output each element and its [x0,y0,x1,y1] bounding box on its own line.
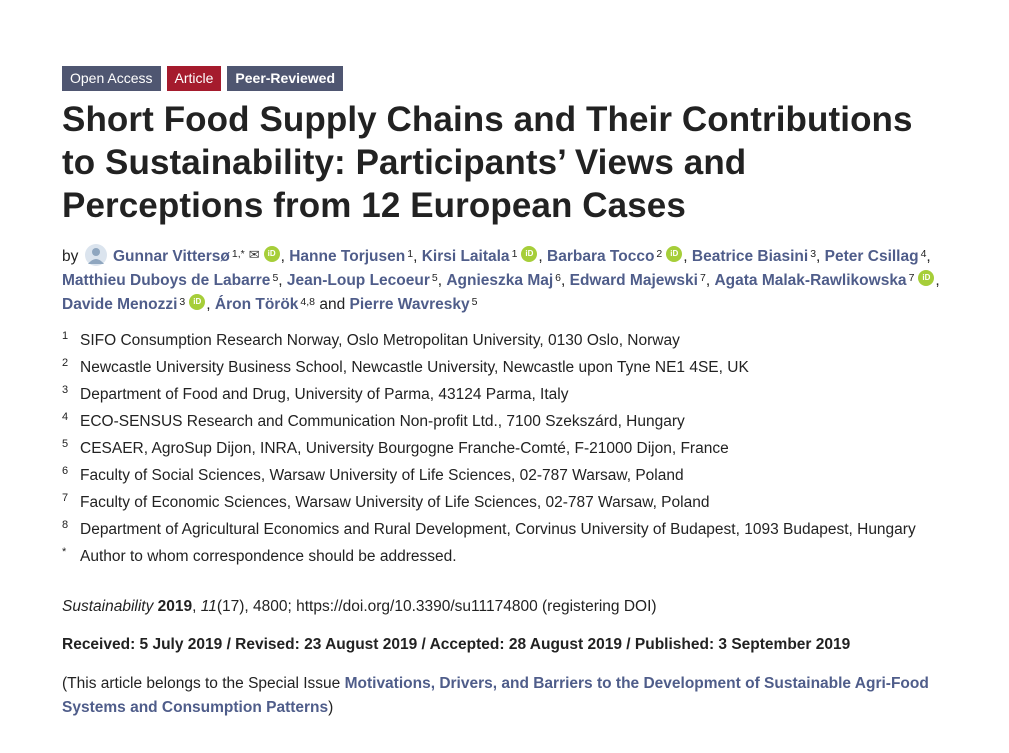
author-affiliation-ref: 4,8 [300,296,316,308]
affiliation-number: 8 [62,519,69,531]
affiliation-row [62,518,952,541]
author-link[interactable]: Peter Csillag [824,248,919,265]
author-link[interactable]: Agnieszka Maj [446,272,554,289]
author-link[interactable]: Pierre Wavresky [349,296,470,313]
special-issue-link[interactable]: Motivations, Drivers, and Barriers to the Development of Sustainable Agri-Food Systems and Consumption Patterns [62,675,929,716]
affiliation-row [62,383,952,406]
affiliation-row [62,329,952,352]
affiliation-text: Department of Food and Drug, University of Parma, 43124 Parma, Italy [80,386,569,403]
author-affiliation-ref: 1 [511,248,518,260]
affiliation-row [62,491,952,514]
orcid-icon[interactable]: iD [666,246,682,262]
author-list: by Gunnar Vittersø $^{1,*}$ ✉ iD , Hanne Torjusen $^1$, Kirsi Laitala $^1$ iD , Barbara Tocco $^2$ iD , Beatrice Biasini $^3$, Peter Csillag $^4$, Matthieu Duboys de Labarre $^5$, Jean-Loup Lecoeur $^5$, Agnieszka Maj $^6$, Edward Majewski $^7$, Agata Malak-Rawlikowska $^7$ iD , Davide Menozzi $^3$ iD , Áron Török $^{4,8}$ and Pierre Wavresky $^5$ [62,245,952,317]
peer-reviewed-badge[interactable]: Peer-Reviewed [227,66,343,91]
affiliation-number: * [62,546,67,558]
affiliation-number: 2 [62,357,69,369]
affiliation-text: ECO-SENSUS Research and Communication Non-profit Ltd., 7100 Szekszárd, Hungary [80,413,685,430]
author-link[interactable]: Agata Malak-Rawlikowska [714,272,907,289]
affiliation-text: Faculty of Economic Sciences, Warsaw University of Life Sciences, 02-787 Warsaw, Poland [80,494,710,511]
author-link[interactable]: Edward Majewski [569,272,698,289]
special-issue [62,672,952,720]
affiliation-row [62,437,952,460]
author-affiliation-ref: 3 [810,248,817,260]
publication-dates: Received: 5 July 2019 / Revised: 23 August 2019 / Accepted: 28 August 2019 / Published: 3 September 2019 [62,636,851,653]
author-affiliation-ref: 3 [179,296,186,308]
affiliation-text: CESAER, AgroSup Dijon, INRA, University Bourgogne Franche-Comté, F-21000 Dijon, France [80,440,729,457]
author-link[interactable]: Jean-Loup Lecoeur [286,272,430,289]
author-affiliation-ref: 1,* [231,248,245,260]
journal-name[interactable]: Sustainability [62,598,154,615]
orcid-icon[interactable]: iD [918,270,934,286]
affiliation-text: SIFO Consumption Research Norway, Oslo Metropolitan University, 0130 Oslo, Norway [80,332,680,349]
affiliation-number: 6 [62,465,69,477]
author-link[interactable]: Gunnar Vittersø [113,248,230,265]
author-link[interactable]: Davide Menozzi [62,296,178,313]
article-header [62,66,952,720]
author-link[interactable]: Beatrice Biasini [691,248,809,265]
affiliation-row [62,464,952,487]
author-link[interactable]: Hanne Torjusen [289,248,406,265]
article-title: Short Food Supply Chains and Their Contributions to Sustainability: Participants’ Views and Perceptions from 12 European Cases [62,100,913,225]
author-affiliation-ref: 7 [699,272,706,284]
author-affiliation-ref: 1 [407,248,414,260]
affiliation-text: Department of Agricultural Economics and Rural Development, Corvinus University of Budapest, 1093 Budapest, Hungary [80,521,916,538]
citation-year: 2019 [157,598,193,615]
affiliation-row [62,410,952,433]
affiliation-text: Author to whom correspondence should be addressed. [80,548,457,565]
author-affiliation-ref: 7 [908,272,915,284]
author-affiliation-ref: 5 [431,272,438,284]
affiliation-number: 4 [62,411,69,423]
author-affiliation-ref: 4 [920,248,927,260]
citation-volume: 11 [200,598,217,615]
author-link[interactable]: Áron Török [214,296,299,313]
author-affiliation-ref: 2 [656,248,663,260]
person-icon [85,244,107,266]
affiliations [62,329,952,568]
author-affiliation-ref: 6 [555,272,561,284]
citation: Sustainability 2019, 11(17), 4800; https://doi.org/10.3390/su11174800 (registering DOI) [62,598,657,615]
special-issue-prefix: (This article belongs to the Special Issue [62,675,345,692]
affiliation-row [62,356,952,379]
special-issue-suffix: ) [328,699,334,716]
orcid-icon[interactable]: iD [521,246,537,262]
email-icon[interactable]: ✉ [248,247,260,262]
and-label: and [319,296,346,313]
affiliation-number: 3 [62,384,69,396]
open-access-badge[interactable]: Open Access [62,66,161,91]
affiliation-text: Newcastle University Business School, Newcastle University, Newcastle upon Tyne NE1 4SE, UK [80,359,749,376]
author-affiliation-ref: 5 [272,272,279,284]
author-link[interactable]: Matthieu Duboys de Labarre [62,272,271,289]
affiliation-number: 1 [62,330,69,342]
orcid-icon[interactable]: iD [264,246,280,262]
article-badge[interactable]: Article [167,66,222,91]
author-affiliation-ref: 5 [471,296,478,308]
affiliation-text: Faculty of Social Sciences, Warsaw University of Life Sciences, 02-787 Warsaw, Poland [80,467,684,484]
author-link[interactable]: Kirsi Laitala [421,248,510,265]
affiliation-number: 7 [62,492,69,504]
badges [62,66,952,91]
orcid-icon[interactable]: iD [189,294,205,310]
citation-issue-doi[interactable]: (17), 4800; https://doi.org/10.3390/su11174800 (registering DOI) [216,598,657,615]
affiliation-number: 5 [62,438,69,450]
author-link[interactable]: Barbara Tocco [547,248,655,265]
by-label: by [62,248,79,265]
affiliation-row [62,545,952,568]
